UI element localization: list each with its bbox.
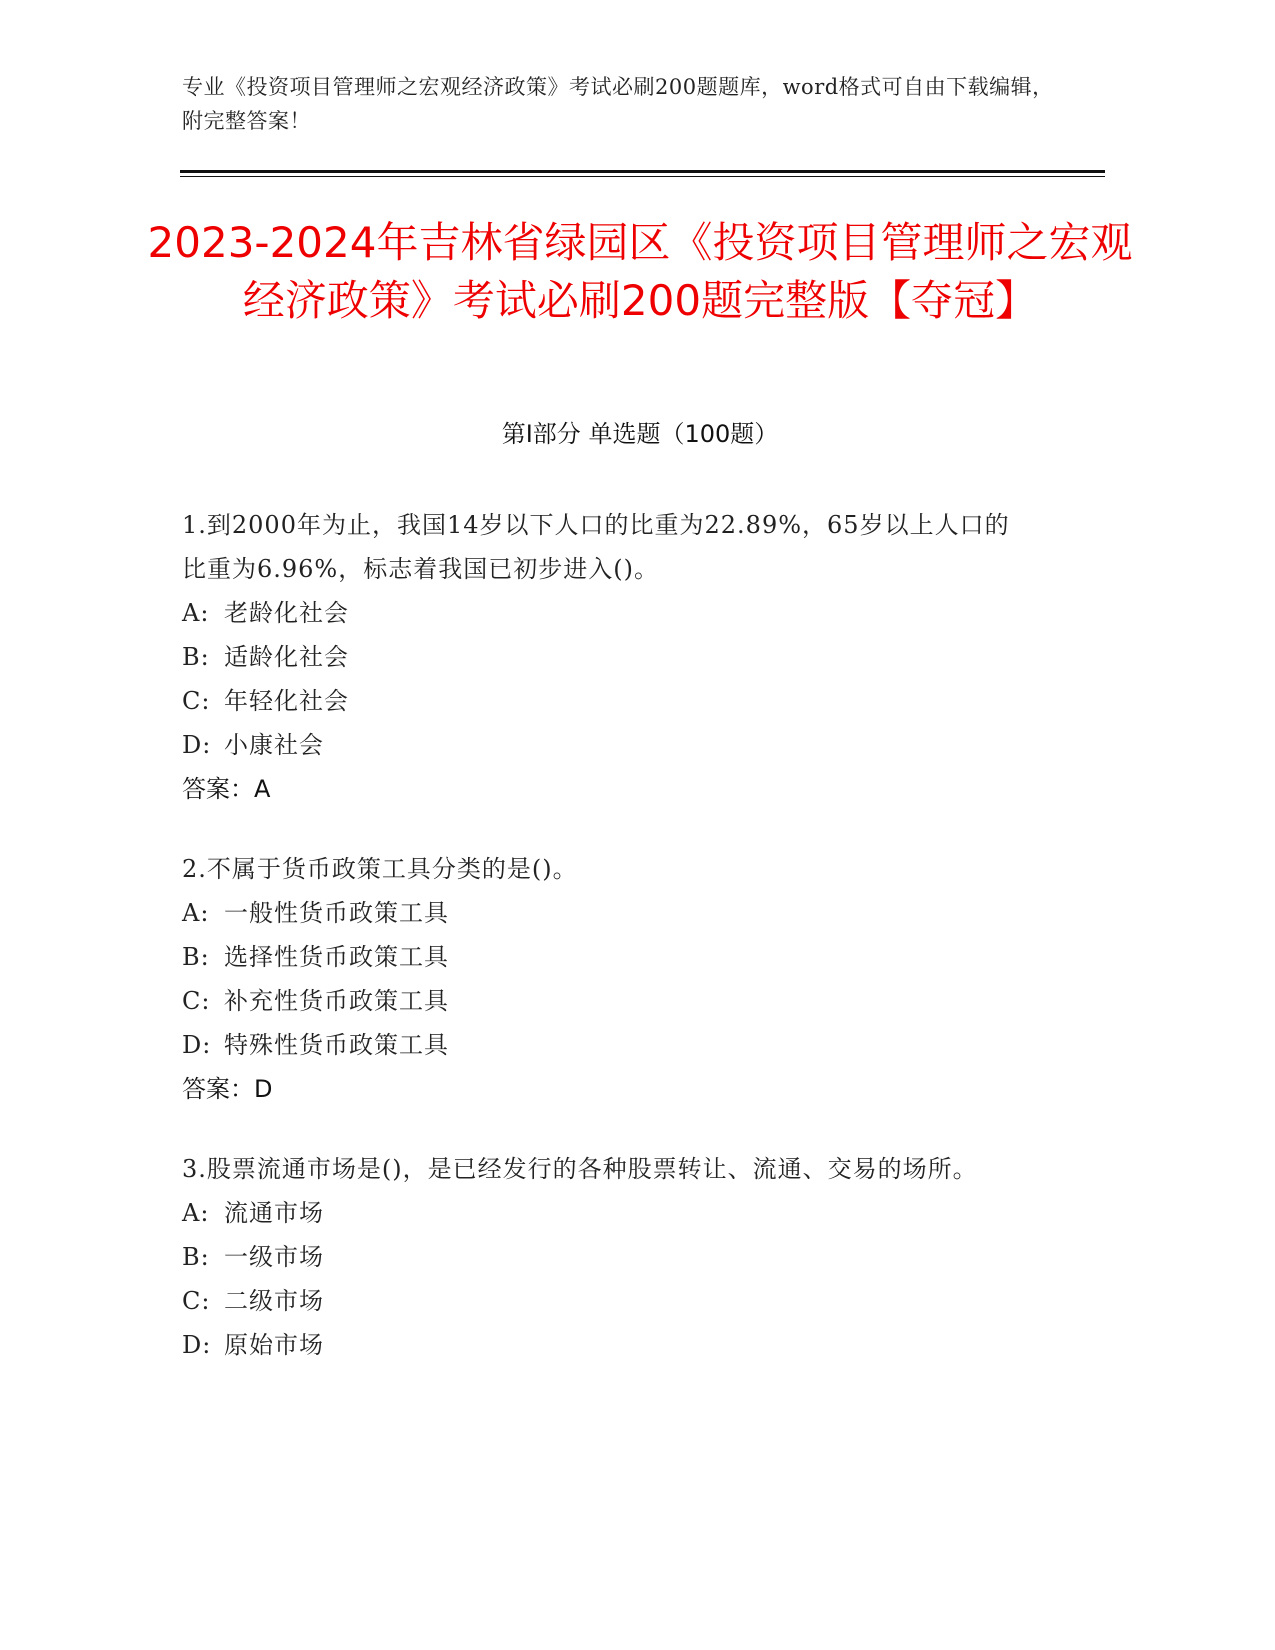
option-key: C: — [182, 1287, 211, 1315]
option-text: 特殊性货币政策工具 — [224, 1031, 449, 1059]
option-text: 原始市场 — [224, 1331, 324, 1359]
question-3 — [182, 1147, 1032, 1367]
option-c — [182, 1279, 1032, 1323]
question-1 — [182, 503, 1032, 811]
option-key: D: — [182, 731, 212, 759]
option-key: D: — [182, 1031, 212, 1059]
option-b — [182, 935, 1032, 979]
option-d — [182, 1023, 1032, 1067]
option-key: B: — [182, 943, 210, 971]
option-text: 年轻化社会 — [224, 687, 349, 715]
option-b — [182, 1235, 1032, 1279]
question-list — [182, 503, 1032, 1403]
question-2 — [182, 847, 1032, 1111]
option-c — [182, 679, 1032, 723]
option-a — [182, 1191, 1032, 1235]
option-text: 小康社会 — [224, 731, 324, 759]
option-d — [182, 1323, 1032, 1367]
header-rule-thin — [180, 176, 1105, 177]
question-stem: 1.到2000年为止，我国14岁以下人口的比重为22.89%，65岁以上人口的比重为6.96%，标志着我国已初步进入()。 — [182, 511, 1010, 583]
option-key: A: — [182, 1199, 210, 1227]
section-heading: 第Ⅰ部分 单选题（100题） — [501, 420, 779, 448]
option-key: C: — [182, 987, 211, 1015]
option-a — [182, 591, 1032, 635]
option-text: 流通市场 — [224, 1199, 324, 1227]
header-note: 专业《投资项目管理师之宏观经济政策》考试必刷200题题库，word格式可自由下载编辑，附完整答案！ — [182, 75, 1054, 133]
option-text: 老龄化社会 — [224, 599, 349, 627]
header-rule-thick — [180, 170, 1105, 173]
option-key: B: — [182, 643, 210, 671]
question-stem: 2.不属于货币政策工具分类的是()。 — [182, 855, 578, 883]
option-key: A: — [182, 599, 210, 627]
answer-line: 答案：D — [182, 1075, 273, 1103]
option-a — [182, 891, 1032, 935]
option-text: 选择性货币政策工具 — [224, 943, 449, 971]
option-key: B: — [182, 1243, 210, 1271]
option-d — [182, 723, 1032, 767]
option-text: 一般性货币政策工具 — [224, 899, 449, 927]
option-key: C: — [182, 687, 211, 715]
option-key: D: — [182, 1331, 212, 1359]
option-b — [182, 635, 1032, 679]
option-c — [182, 979, 1032, 1023]
option-key: A: — [182, 899, 210, 927]
option-text: 二级市场 — [224, 1287, 324, 1315]
option-text: 一级市场 — [224, 1243, 324, 1271]
answer-line: 答案：A — [182, 775, 271, 803]
question-stem: 3.股票流通市场是()，是已经发行的各种股票转让、流通、交易的场所。 — [182, 1155, 978, 1183]
document-title: 2023-2024年吉林省绿园区《投资项目管理师之宏观经济政策》考试必刷200题完整版【夺冠】 — [147, 218, 1133, 325]
option-text: 补充性货币政策工具 — [224, 987, 449, 1015]
option-text: 适龄化社会 — [224, 643, 349, 671]
